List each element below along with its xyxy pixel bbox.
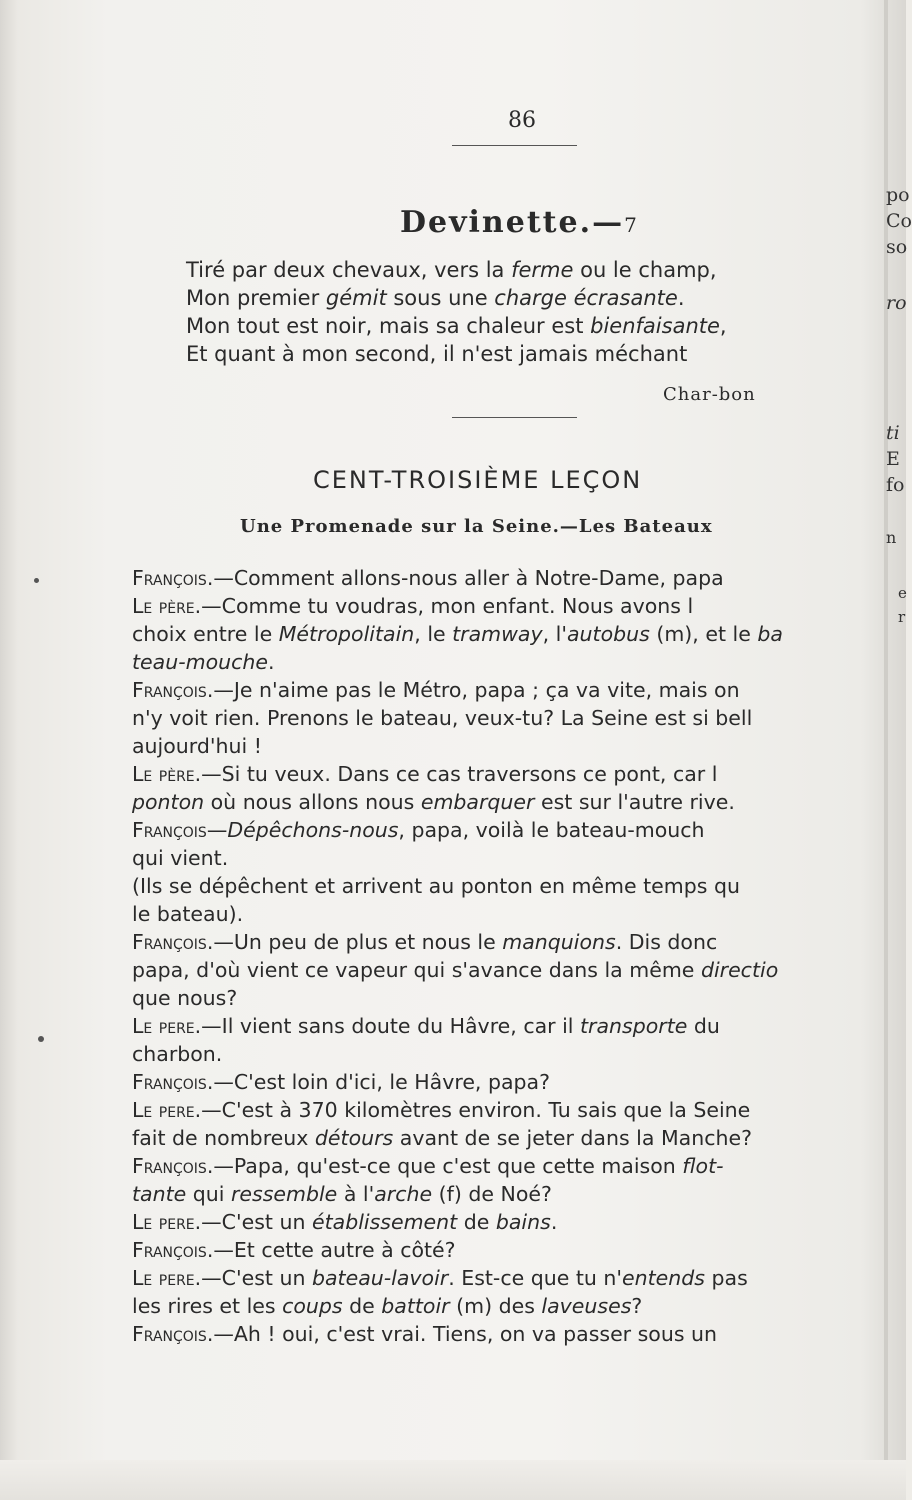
dialogue-line-27: les rires et les coups de battoir (m) des laveuses? [132, 1294, 643, 1318]
dialogue-line-8: Le père.—Si tu veux. Dans ce cas traversons ce pont, car l [132, 762, 718, 786]
page-gutter [0, 0, 18, 1500]
verse-line-4: Et quant à mon second, il n'est jamais méchant [186, 342, 688, 366]
verse-line-2: Mon premier gémit sous une charge écrasante. [186, 286, 685, 310]
dialogue-line-22: François.—Papa, qu'est-ce que c'est que cette maison flot- [132, 1154, 724, 1178]
page-bottom-edge [0, 1460, 906, 1500]
margin-fragment: fo [886, 474, 905, 496]
margin-fragment: r [898, 608, 906, 626]
dialogue-line-26: Le pere.—C'est un bateau-lavoir. Est-ce que tu n'entends pas [132, 1266, 748, 1290]
dialogue-line-23: tante qui ressemble à l'arche (f) de Noé? [132, 1182, 552, 1206]
dialogue-line-11: qui vient. [132, 846, 229, 870]
dialogue-line-9: ponton où nous allons nous embarquer est sur l'autre rive. [132, 790, 735, 814]
verse-line-1: Tiré par deux chevaux, vers la ferme ou le champ, [186, 258, 717, 282]
page-number: 86 [508, 108, 536, 133]
ink-speck [34, 578, 39, 583]
dialogue-line-20: Le pere.—C'est à 370 kilomètres environ. Tu sais que la Seine [132, 1098, 751, 1122]
verse-line-3: Mon tout est noir, mais sa chaleur est bienfaisante, [186, 314, 727, 338]
dialogue-line-24: Le pere.—C'est un établissement de bains. [132, 1210, 558, 1234]
dialogue-line-12: (Ils se dépêchent et arrivent au ponton en même temps qu [132, 874, 740, 898]
devinette-number: 7 [624, 213, 639, 237]
lesson-title: CENT-TROISIÈME LEÇON [313, 466, 643, 494]
dialogue-line-25: François.—Et cette autre à côté? [132, 1238, 456, 1262]
margin-fragment: po [886, 184, 910, 206]
dialogue-line-18: charbon. [132, 1042, 223, 1066]
dialogue-line-6: n'y voit rien. Prenons le bateau, veux-tu? La Seine est si bell [132, 706, 753, 730]
devinette-title-text: Devinette.— [400, 205, 625, 240]
lesson-subtitle: Une Promenade sur la Seine.—Les Bateaux [240, 516, 713, 537]
devinette-answer: Char-bon [663, 384, 756, 405]
dialogue-line-5: François.—Je n'aime pas le Métro, papa ; ça va vite, mais on [132, 678, 740, 702]
dialogue-line-10: François—Dépêchons-nous, papa, voilà le bateau-mouch [132, 818, 705, 842]
dialogue-line-16: que nous? [132, 986, 238, 1010]
devinette-title [400, 205, 639, 240]
dialogue-line-4: teau-mouche. [132, 650, 275, 674]
ink-speck [38, 1036, 44, 1042]
margin-fragment: n [886, 528, 897, 547]
margin-fragment: ti [886, 422, 900, 444]
margin-fragment: so [886, 236, 908, 258]
divider-top [452, 145, 577, 146]
dialogue-line-7: aujourd'hui ! [132, 734, 262, 758]
dialogue-line-14: François.—Un peu de plus et nous le manquions. Dis donc [132, 930, 718, 954]
margin-fragment: e [898, 584, 907, 602]
dialogue-line-13: le bateau). [132, 902, 244, 926]
dialogue-line-19: François.—C'est loin d'ici, le Hâvre, papa? [132, 1070, 550, 1094]
margin-fragment: Co [886, 210, 912, 232]
dialogue-line-3: choix entre le Métropolitain, le tramway, l'autobus (m), et le ba [132, 622, 783, 646]
dialogue-line-1: François.—Comment allons-nous aller à Notre-Dame, papa [132, 566, 724, 590]
dialogue-line-28: François.—Ah ! oui, c'est vrai. Tiens, on va passer sous un [132, 1322, 718, 1346]
dialogue-line-15: papa, d'où vient ce vapeur qui s'avance dans la même directio [132, 958, 779, 982]
divider-middle [452, 417, 577, 418]
margin-fragment: ro [886, 292, 907, 314]
dialogue-line-21: fait de nombreux détours avant de se jeter dans la Manche? [132, 1126, 752, 1150]
dialogue-line-2: Le père.—Comme tu voudras, mon enfant. Nous avons l [132, 594, 694, 618]
margin-fragment: E [886, 448, 900, 470]
dialogue-line-17: Le pere.—Il vient sans doute du Hâvre, car il transporte du [132, 1014, 720, 1038]
